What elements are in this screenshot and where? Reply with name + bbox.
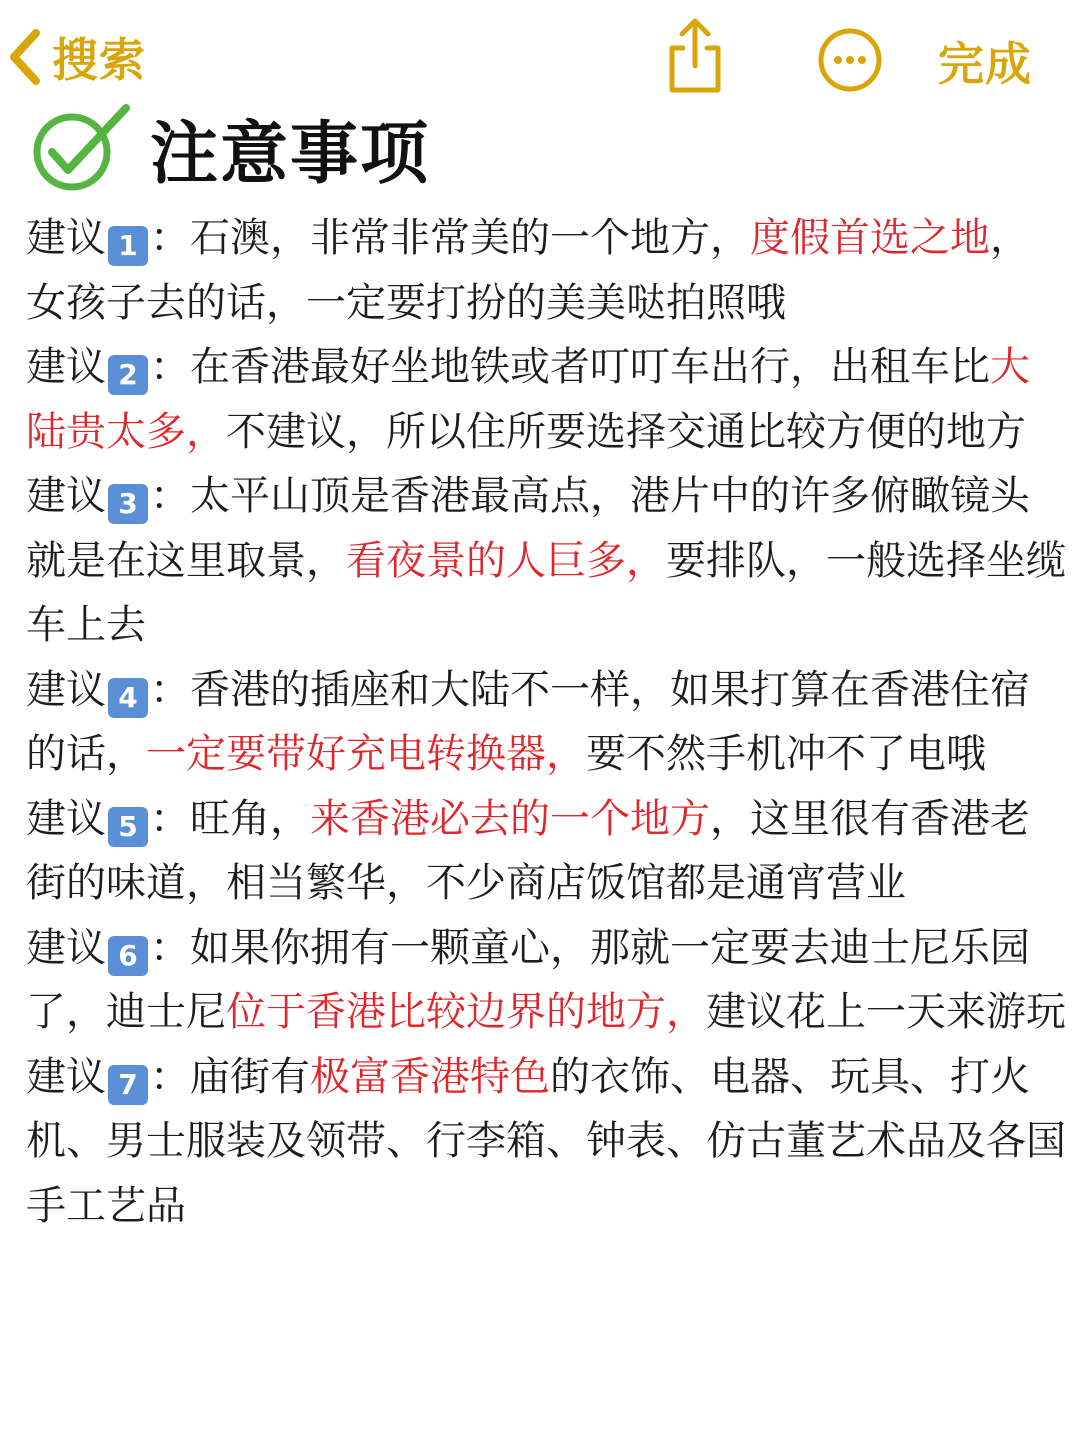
tip-paragraph bbox=[26, 1045, 1066, 1239]
number-keycap-icon: 6 bbox=[108, 936, 148, 976]
tip-highlight-text: 度假首选之地 bbox=[750, 215, 990, 261]
tip-text: ，女孩子去的话，一定要打扮的美美哒拍照哦 bbox=[26, 215, 1030, 326]
more-icon bbox=[816, 26, 884, 94]
tip-colon: ： bbox=[150, 473, 190, 519]
tip-text: ，这里很有香港老街的味道，相当繁华，不少商店饭馆都是通宵营业 bbox=[26, 795, 1030, 906]
tip-colon: ： bbox=[150, 795, 190, 842]
tip-text: 建议花上一天来游玩 bbox=[706, 989, 1066, 1035]
number-keycap-icon: 1 bbox=[108, 226, 148, 266]
tip-prefix: 建议 bbox=[26, 344, 106, 390]
tip-text: 太平山顶是香港最高点，港片中的许多俯瞰镜头就是在这里取景， bbox=[26, 473, 1030, 584]
tip-highlight-text: 位于香港比较边界的地方， bbox=[226, 989, 706, 1035]
tip-paragraph bbox=[26, 335, 1066, 464]
note-body[interactable] bbox=[26, 206, 1066, 1238]
tip-paragraph bbox=[26, 206, 1066, 335]
tip-prefix: 建议 bbox=[26, 215, 106, 261]
tip-text: 要不然手机冲不了电哦 bbox=[586, 731, 986, 777]
tip-text: 庙街有 bbox=[190, 1053, 310, 1100]
note-title: 注意事项 bbox=[150, 114, 431, 194]
tip-text: 如果你拥有一颗童心，那就一定要去迪士尼乐园了，迪士尼 bbox=[26, 924, 1030, 1035]
share-button[interactable] bbox=[660, 16, 730, 96]
tip-text: 要排队，一般选择坐缆车上去 bbox=[26, 537, 1066, 648]
chevron-left-icon bbox=[8, 28, 42, 86]
tip-text: 的衣饰、电器、玩具、打火机、男士服装及领带、行李箱、钟表、仿古董艺术品及各国手工艺品 bbox=[26, 1053, 1066, 1229]
tip-highlight-text: 极富香港特色 bbox=[310, 1053, 550, 1100]
tip-paragraph bbox=[26, 464, 1066, 658]
back-button[interactable] bbox=[8, 22, 146, 92]
tip-prefix: 建议 bbox=[26, 795, 106, 842]
tip-paragraph bbox=[26, 787, 1066, 916]
tip-prefix: 建议 bbox=[26, 473, 106, 519]
tip-paragraph bbox=[26, 916, 1066, 1045]
tip-prefix: 建议 bbox=[26, 924, 106, 971]
tip-highlight-text: 看夜景的人巨多， bbox=[346, 537, 666, 584]
tip-text: 在香港最好坐地铁或者叮叮车出行，出租车比 bbox=[190, 344, 990, 390]
number-keycap-icon: 7 bbox=[108, 1065, 148, 1105]
navigation-bar bbox=[0, 0, 1080, 112]
tip-text: 不建议，所以住所要选择交通比较方便的地方 bbox=[226, 408, 1026, 455]
tip-text: 香港的插座和大陆不一样，如果打算在香港住宿的话， bbox=[26, 666, 1030, 777]
tip-colon: ： bbox=[150, 1053, 190, 1100]
tip-colon: ： bbox=[150, 666, 190, 713]
tip-prefix: 建议 bbox=[26, 666, 106, 713]
share-icon bbox=[660, 16, 730, 96]
back-label: 搜索 bbox=[52, 33, 146, 87]
more-options-button[interactable] bbox=[816, 26, 884, 94]
tip-text: 石澳，非常非常美的一个地方， bbox=[190, 215, 750, 261]
tip-paragraph bbox=[26, 658, 1066, 787]
tip-colon: ： bbox=[150, 924, 190, 971]
tip-colon: ： bbox=[150, 344, 190, 390]
number-keycap-icon: 4 bbox=[108, 678, 148, 718]
tip-highlight-text: 大陆贵太多， bbox=[26, 344, 1030, 455]
tip-prefix: 建议 bbox=[26, 1053, 106, 1100]
number-keycap-icon: 3 bbox=[108, 484, 148, 524]
number-keycap-icon: 2 bbox=[108, 355, 148, 395]
done-button[interactable]: 完成 bbox=[938, 37, 1032, 91]
tip-highlight-text: 来香港必去的一个地方 bbox=[310, 795, 710, 842]
number-keycap-icon: 5 bbox=[108, 807, 148, 847]
tip-text: 旺角， bbox=[190, 795, 310, 842]
tip-highlight-text: 一定要带好充电转换器， bbox=[146, 731, 586, 777]
check-circle-icon bbox=[28, 100, 136, 196]
tip-colon: ： bbox=[150, 215, 190, 261]
note-title-row bbox=[28, 98, 430, 198]
